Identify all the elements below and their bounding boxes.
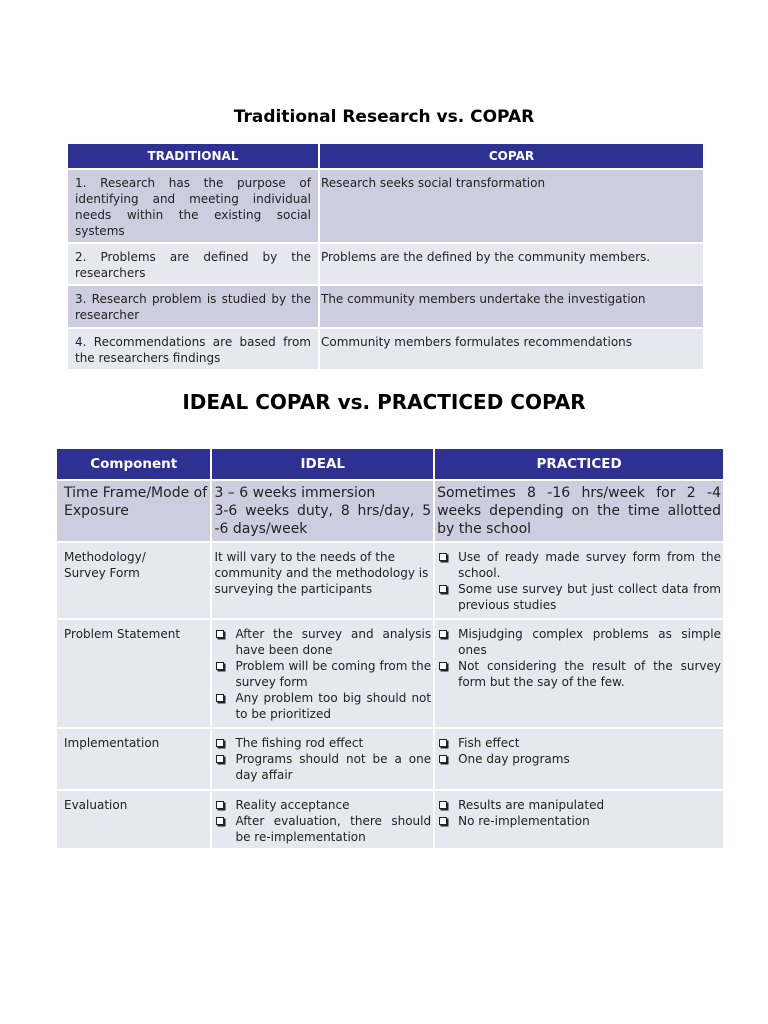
component-line: Survey Form bbox=[64, 566, 140, 580]
checkbox-bullet-icon bbox=[439, 585, 447, 593]
table1-title: Traditional Research vs. COPAR bbox=[233, 107, 535, 127]
practiced-list bbox=[437, 549, 721, 613]
ideal-vs-practiced-copar-table bbox=[55, 447, 725, 850]
checkbox-bullet-icon bbox=[439, 817, 447, 825]
component-cell: Time Frame/Mode of Exposure bbox=[57, 481, 210, 541]
list-item: Some use survey but just collect data from previous studies bbox=[437, 581, 721, 613]
list-item: One day programs bbox=[437, 751, 721, 767]
checkbox-bullet-icon bbox=[216, 662, 224, 670]
list-item: Fish effect bbox=[437, 735, 721, 751]
list-item: No re-implementation bbox=[437, 813, 721, 829]
practiced-list bbox=[437, 797, 721, 829]
traditional-cell: 1. Research has the purpose of identifying and meeting individual needs within the existing social systems bbox=[68, 170, 318, 242]
table1-row bbox=[68, 244, 703, 284]
checkbox-bullet-icon bbox=[439, 739, 447, 747]
list-item: The fishing rod effect bbox=[214, 735, 431, 751]
checkbox-bullet-icon bbox=[439, 662, 447, 670]
table2-row-problem-statement bbox=[57, 620, 723, 727]
table2-row-time-frame bbox=[57, 481, 723, 541]
list-item: Any problem too big should not to be prioritized bbox=[214, 690, 431, 722]
practiced-cell bbox=[435, 791, 723, 848]
checkbox-bullet-icon bbox=[216, 694, 224, 702]
table1-row bbox=[68, 329, 703, 369]
practiced-list bbox=[437, 735, 721, 767]
traditional-vs-copar-table bbox=[66, 142, 705, 371]
copar-cell: Research seeks social transformation bbox=[320, 170, 703, 242]
checkbox-bullet-icon bbox=[216, 755, 224, 763]
ideal-list bbox=[214, 735, 431, 783]
ideal-cell bbox=[212, 620, 433, 727]
traditional-cell: 4. Recommendations are based from the researchers findings bbox=[68, 329, 318, 369]
practiced-cell: Sometimes 8 -16 hrs/week for 2 -4 weeks depending on the time allotted by the school bbox=[435, 481, 723, 541]
component-cell: Implementation bbox=[57, 729, 210, 789]
copar-cell: The community members undertake the investigation bbox=[320, 286, 703, 327]
ideal-line: 3-6 weeks duty, 8 hrs/day, 5 -6 days/week bbox=[214, 503, 432, 537]
header-copar: COPAR bbox=[320, 144, 703, 168]
practiced-list bbox=[437, 626, 721, 690]
ideal-cell bbox=[212, 481, 433, 541]
copar-cell: Community members formulates recommendations bbox=[320, 329, 703, 369]
checkbox-bullet-icon bbox=[216, 630, 224, 638]
table2-row-evaluation bbox=[57, 791, 723, 848]
ideal-list bbox=[214, 626, 431, 722]
list-item: After evaluation, there should be re-implementation bbox=[214, 813, 431, 845]
list-item: Problem will be coming from the survey form bbox=[214, 658, 431, 690]
checkbox-bullet-icon bbox=[216, 739, 224, 747]
list-item: Use of ready made survey form from the school. bbox=[437, 549, 721, 581]
checkbox-bullet-icon bbox=[216, 801, 224, 809]
table1-row bbox=[68, 170, 703, 242]
table2-title: IDEAL COPAR vs. PRACTICED COPAR bbox=[182, 390, 586, 414]
list-item: Reality acceptance bbox=[214, 797, 431, 813]
practiced-cell bbox=[435, 543, 723, 618]
list-item: Not considering the result of the survey form but the say of the few. bbox=[437, 658, 721, 690]
traditional-cell: 3. Research problem is studied by the researcher bbox=[68, 286, 318, 327]
list-item: Results are manipulated bbox=[437, 797, 721, 813]
ideal-cell bbox=[212, 729, 433, 789]
copar-cell: Problems are the defined by the community members. bbox=[320, 244, 703, 284]
component-line: Methodology/ bbox=[64, 550, 146, 564]
ideal-cell bbox=[212, 791, 433, 848]
table2-row-implementation bbox=[57, 729, 723, 789]
table1-row bbox=[68, 286, 703, 327]
header-traditional: TRADITIONAL bbox=[68, 144, 318, 168]
component-cell: Evaluation bbox=[57, 791, 210, 848]
header-component: Component bbox=[57, 449, 210, 479]
table2-header-row bbox=[57, 449, 723, 479]
component-cell: Problem Statement bbox=[57, 620, 210, 727]
table2-row-methodology bbox=[57, 543, 723, 618]
header-practiced: PRACTICED bbox=[435, 449, 723, 479]
list-item: Programs should not be a one day affair bbox=[214, 751, 431, 783]
checkbox-bullet-icon bbox=[439, 630, 447, 638]
traditional-cell: 2. Problems are defined by the researchers bbox=[68, 244, 318, 284]
checkbox-bullet-icon bbox=[439, 553, 447, 561]
ideal-cell: It will vary to the needs of the community and the methodology is surveying the participants bbox=[212, 543, 433, 618]
practiced-cell bbox=[435, 620, 723, 727]
header-ideal: IDEAL bbox=[212, 449, 433, 479]
ideal-list bbox=[214, 797, 431, 845]
table1-header-row bbox=[68, 144, 703, 168]
list-item: After the survey and analysis have been done bbox=[214, 626, 431, 658]
ideal-line: 3 – 6 weeks immersion bbox=[214, 485, 376, 501]
checkbox-bullet-icon bbox=[216, 817, 224, 825]
checkbox-bullet-icon bbox=[439, 755, 447, 763]
checkbox-bullet-icon bbox=[439, 801, 447, 809]
practiced-cell bbox=[435, 729, 723, 789]
component-cell bbox=[57, 543, 210, 618]
list-item: Misjudging complex problems as simple ones bbox=[437, 626, 721, 658]
